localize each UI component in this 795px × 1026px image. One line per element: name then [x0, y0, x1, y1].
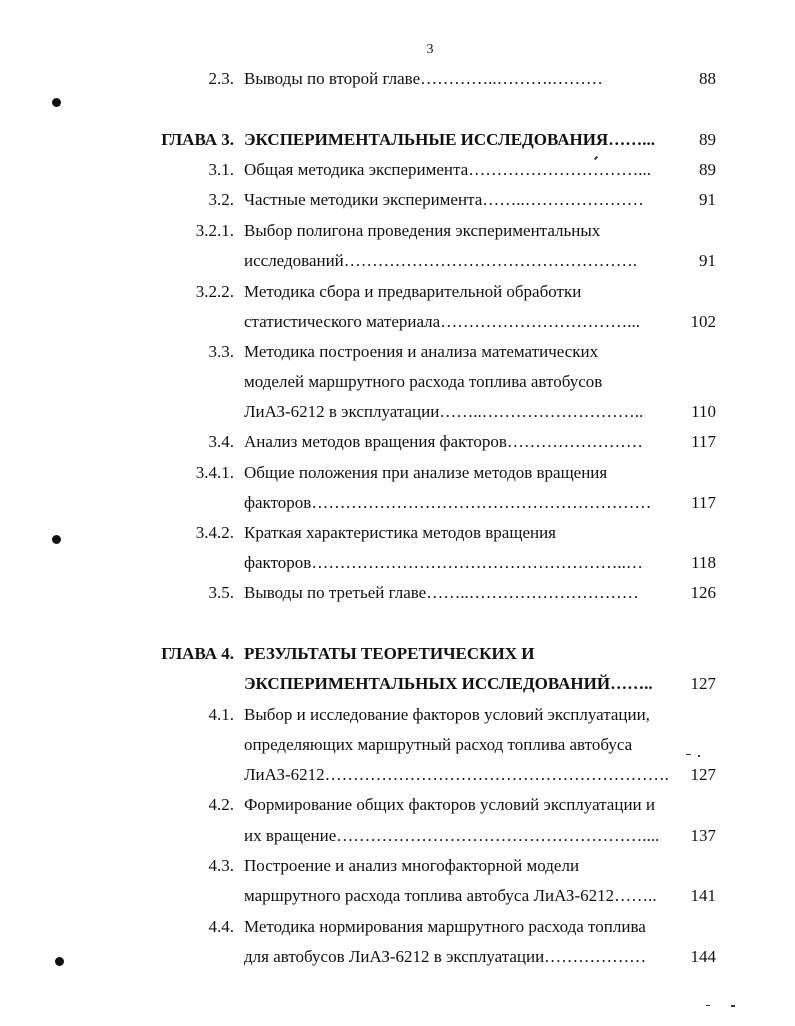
section-title: Общая методика эксперимента…………………………...: [244, 160, 651, 179]
section-title: Общие положения при анализе методов вращения: [244, 463, 608, 482]
toc-entry-3-4: [0, 427, 795, 457]
toc-entry-3-2-1: [0, 216, 795, 246]
toc-entry-3-3-cont2: [0, 397, 795, 427]
page-ref: 127: [690, 674, 716, 693]
section-title: Формирование общих факторов условий эксплуатации и: [244, 795, 655, 814]
page-ref: 141: [690, 886, 716, 905]
section-number: 2.3.: [208, 69, 234, 88]
section-title-cont: статистического материала……………………………...: [244, 312, 640, 331]
chapter-title: РЕЗУЛЬТАТЫ ТЕОРЕТИЧЕСКИХ И: [244, 644, 535, 663]
toc-chapter-4: [0, 639, 795, 669]
page-ref: 102: [690, 312, 716, 331]
page-ref: 89: [699, 130, 716, 149]
toc-entry-3-1: [0, 155, 795, 185]
toc-entry-3-3-cont1: [0, 367, 795, 397]
section-title-cont: определяющих маршрутный расход топлива автобуса: [244, 735, 633, 754]
section-number: 4.2.: [208, 795, 234, 814]
toc-entry-3-2: [0, 185, 795, 215]
section-title-cont: моделей маршрутного расхода топлива автобусов: [244, 372, 603, 391]
section-number: 3.2.1.: [195, 221, 234, 240]
toc-entry-2-3: [0, 64, 795, 94]
toc-entry-3-4-1: [0, 458, 795, 488]
section-number: 3.3.: [208, 342, 234, 361]
page-number: 3: [426, 42, 434, 57]
section-title: Построение и анализ многофакторной модели: [244, 856, 580, 875]
section-number: 3.4.1.: [195, 463, 234, 482]
toc-entry-4-4-cont: [0, 942, 795, 972]
section-title: Методика построения и анализа математических: [244, 342, 599, 361]
binder-hole-mark: [55, 957, 64, 966]
section-title-cont: ЛиАЗ-6212 в эксплуатации……..………………………..: [244, 402, 644, 421]
section-title-cont: факторов……………………………………………………: [244, 493, 652, 512]
page-ref: 127: [690, 765, 716, 784]
page-ref: 118: [691, 553, 716, 572]
page-ref: 144: [690, 947, 716, 966]
toc-entry-3-5: [0, 578, 795, 608]
toc-entry-3-2-2: [0, 277, 795, 307]
section-title: Методика нормирования маршрутного расхода топлива: [244, 917, 646, 936]
page-ref: 91: [699, 251, 716, 270]
chapter-title: ЭКСПЕРИМЕНТАЛЬНЫЕ ИССЛЕДОВАНИЯ……...: [244, 130, 655, 149]
section-title-cont: их вращение………………………………………………....: [244, 826, 660, 845]
page-ref: 117: [691, 432, 716, 451]
section-title-cont: исследований…………………………………………….: [244, 251, 638, 270]
section-title: Частные методики эксперимента……..…………………: [244, 190, 644, 209]
section-number: 4.1.: [208, 705, 234, 724]
toc-entry-3-2-2-cont: [0, 307, 795, 337]
toc-entry-4-2: [0, 790, 795, 820]
scan-speck: [706, 1005, 710, 1006]
section-title: Выводы по второй главе…………..……….………: [244, 69, 603, 88]
toc-entry-4-2-cont: [0, 821, 795, 851]
page-ref: 91: [699, 190, 716, 209]
scan-speck: [698, 755, 700, 757]
chapter-title-cont: ЭКСПЕРИМЕНТАЛЬНЫХ ИССЛЕДОВАНИЙ……..: [244, 674, 653, 693]
section-title-cont: ЛиАЗ-6212…………………………………………………….: [244, 765, 669, 784]
page-ref: 89: [699, 160, 716, 179]
section-title: Краткая характеристика методов вращения: [244, 523, 557, 542]
scan-speck: [686, 754, 691, 755]
toc-chapter-3: [0, 125, 795, 155]
chapter-number: ГЛАВА 4.: [161, 644, 234, 663]
section-number: 3.2.2.: [195, 282, 234, 301]
toc-entry-3-4-2: [0, 518, 795, 548]
toc-entry-4-1-cont2: [0, 760, 795, 790]
section-number: 3.4.: [208, 432, 234, 451]
toc-entry-4-4: [0, 912, 795, 942]
section-title: Выводы по третьей главе……..…………………………: [244, 583, 639, 602]
section-number: 4.3.: [208, 856, 234, 875]
toc-entry-4-1: [0, 700, 795, 730]
section-number: 3.5.: [208, 583, 234, 602]
toc-entry-4-1-cont1: [0, 730, 795, 760]
scan-speck: [731, 1005, 735, 1007]
page-ref: 117: [691, 493, 716, 512]
page-ref: 137: [690, 826, 716, 845]
toc-entry-4-3: [0, 851, 795, 881]
toc-entry-3-3: [0, 337, 795, 367]
toc-chapter-4-cont: [0, 669, 795, 699]
toc-entry-3-4-2-cont: [0, 548, 795, 578]
toc-entry-3-4-1-cont: [0, 488, 795, 518]
section-title-cont: факторов………………………………………………..…: [244, 553, 643, 572]
binder-hole-mark: [52, 535, 61, 544]
toc-entry-4-3-cont: [0, 881, 795, 911]
section-number: 3.4.2.: [195, 523, 234, 542]
page-ref: 110: [691, 402, 716, 421]
page-ref: 126: [690, 583, 716, 602]
binder-hole-mark: [52, 98, 61, 107]
section-number: 4.4.: [208, 917, 234, 936]
page-ref: 88: [699, 69, 716, 88]
section-number: 3.1.: [208, 160, 234, 179]
section-title: Выбор полигона проведения экспериментальных: [244, 221, 601, 240]
section-title-cont: для автобусов ЛиАЗ-6212 в эксплуатации………………: [244, 947, 647, 966]
section-title: Методика сбора и предварительной обработки: [244, 282, 582, 301]
section-title: Анализ методов вращения факторов……………………: [244, 432, 643, 451]
chapter-number: ГЛАВА 3.: [161, 130, 234, 149]
toc-entry-3-2-1-cont: [0, 246, 795, 276]
section-number: 3.2.: [208, 190, 234, 209]
section-title-cont: маршрутного расхода топлива автобуса ЛиАЗ-6212……..: [244, 886, 657, 905]
section-title: Выбор и исследование факторов условий эксплуатации,: [244, 705, 650, 724]
